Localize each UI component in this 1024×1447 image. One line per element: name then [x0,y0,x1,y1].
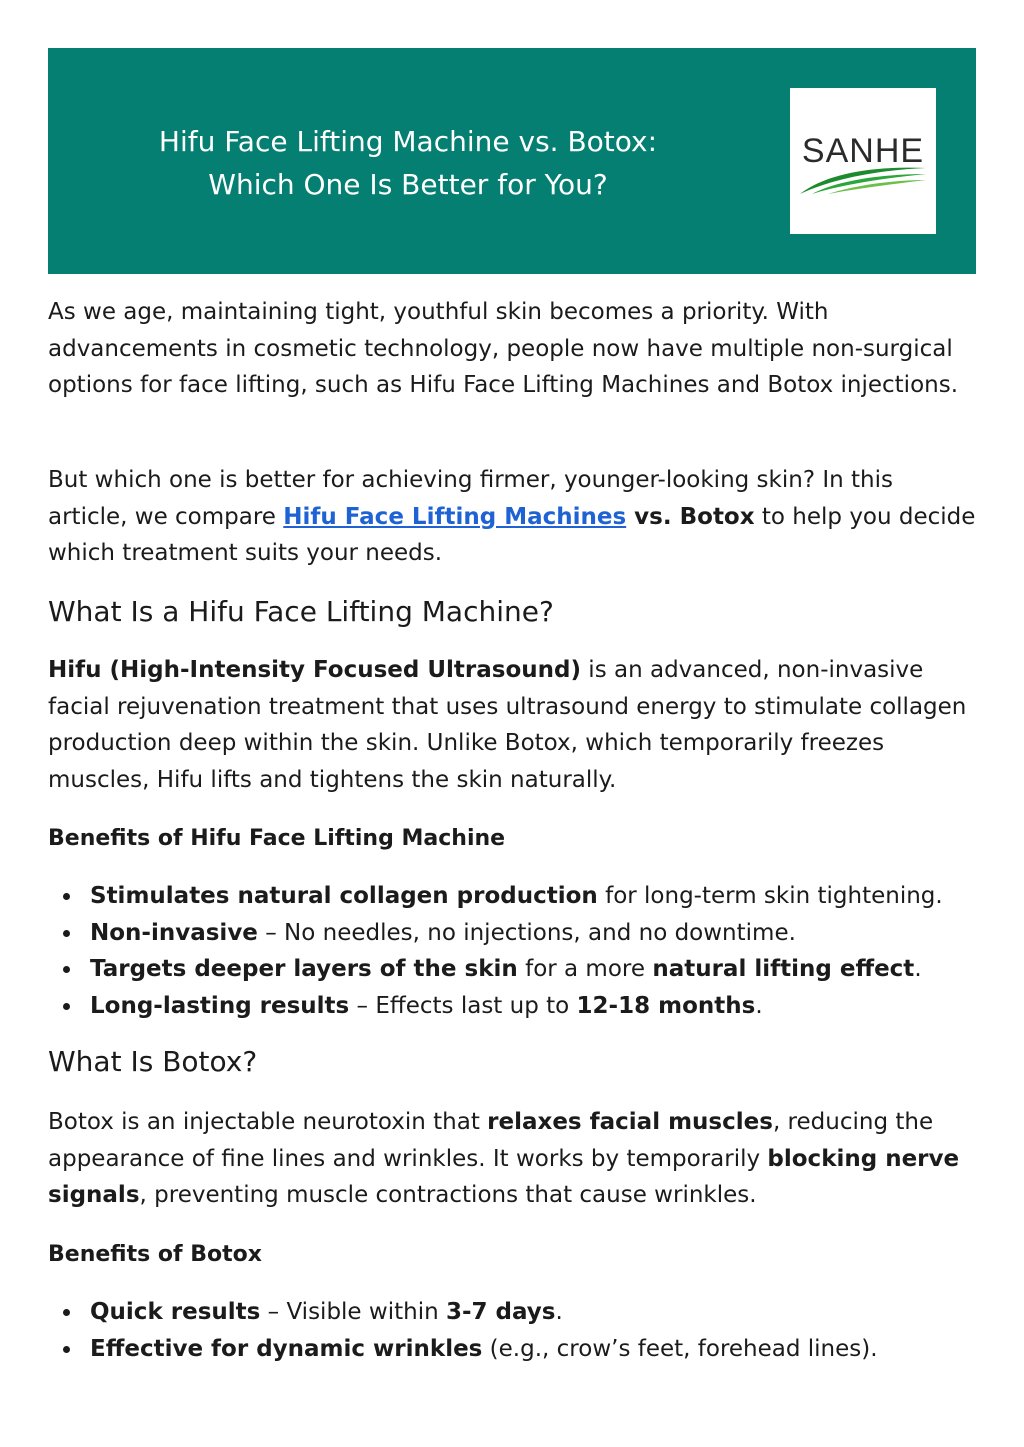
benefit-title: Long-lasting results [90,992,350,1019]
header-banner [48,48,976,274]
benefit-text-end: . [914,956,922,982]
botox-benefits-list [48,1294,878,1367]
logo-text: SANHE [801,132,925,170]
botox-text-c: , preventing muscle contractions that cause wrinkles. [139,1182,757,1208]
logo-swoosh-icon [798,164,928,198]
botox-heading: What Is Botox? [48,1045,258,1078]
benefit-text-end: . [555,1299,563,1325]
benefit-text: for long-term skin tightening. [597,883,943,909]
botox-emphasis-1: relaxes facial muscles [487,1109,773,1135]
benefit-text: – Effects last up to [349,992,577,1019]
benefit-title: Targets deeper layers of the skin [90,956,518,982]
benefit-emphasis: natural lifting effect [652,956,915,982]
botox-description [48,1104,978,1214]
benefit-emphasis: 3-7 days [445,1299,556,1325]
vs-botox-text: vs. Botox [626,503,755,530]
hifu-term: Hifu (High-Intensity Focused Ultrasound) [48,657,581,683]
list-item [48,1331,878,1368]
botox-text-b: , reducing the appearance of fine lines and wrinkles. It works by temporarily [48,1109,934,1172]
comparison-text-b: to help you decide which treatment suits your needs. [48,503,976,566]
botox-text-a: Botox is an injectable neurotoxin that [48,1109,488,1135]
hifu-description [48,652,978,798]
botox-benefits-heading: Benefits of Botox [48,1242,262,1267]
benefit-text: – Visible within [260,1299,446,1325]
hifu-heading: What Is a Hifu Face Lifting Machine? [48,595,554,628]
intro-paragraph: As we age, maintaining tight, youthful skin becomes a priority. With advancements in cosmetic technology, people now have multiple non-surgical options for face lifting, such as Hifu Face Lifting Machines and Botox injections. [48,299,959,398]
hifu-benefits-list [48,878,943,1024]
benefit-title: Quick results [90,1299,261,1325]
comparison-text-a: But which one is better for achieving firmer, younger-looking skin? In this article, we compare [48,467,893,530]
list-item [48,915,943,952]
list-item [48,951,943,988]
sanhe-logo [790,88,936,234]
hifu-machines-link[interactable]: Hifu Face Lifting Machines [283,503,627,530]
benefit-title: Non-invasive [90,919,258,946]
list-item [48,878,943,915]
benefit-title: Effective for dynamic wrinkles [90,1335,483,1362]
botox-emphasis-2: blocking nerve signals [48,1145,960,1208]
hifu-description-text: is an advanced, non-invasive facial rejuvenation treatment that uses ultrasound energy to stimulate collagen production deep within the skin. Unlike Botox, which temporarily freezes muscles, Hifu lifts and tightens the skin naturally. [48,657,967,793]
benefit-title: Stimulates natural collagen production [90,883,598,909]
page-title: Hifu Face Lifting Machine vs. Botox: Which One Is Better for You? [158,125,658,201]
benefit-text: for a more [517,956,653,982]
benefit-text: – No needles, no injections, and no downtime. [257,919,796,946]
comparison-paragraph [48,462,978,572]
benefit-text: (e.g., crow’s feet, forehead lines). [482,1335,878,1362]
benefit-text-end: . [755,992,763,1019]
list-item [48,1294,878,1331]
benefit-emphasis: 12-18 months [576,992,756,1019]
list-item [48,988,943,1025]
hifu-benefits-heading: Benefits of Hifu Face Lifting Machine [48,826,506,851]
